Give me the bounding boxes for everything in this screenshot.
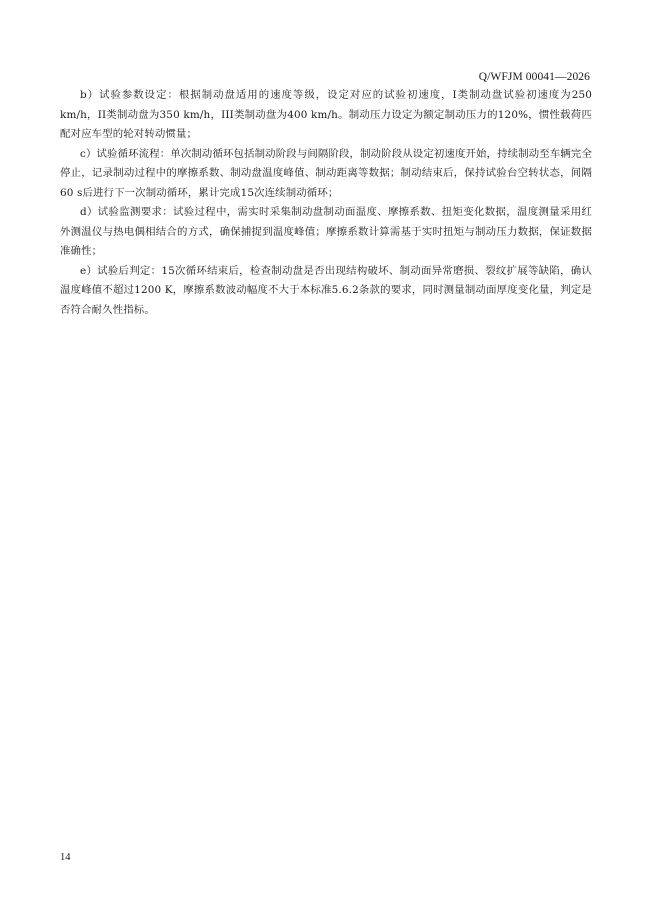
paragraph-d-monitoring: d）试验监测要求：试验过程中，需实时采集制动盘制动面温度、摩擦系数、扭矩变化数据，温度测量采用红外测温仪与热电偶相结合的方式，确保捕捉到温度峰值；摩擦系数计算需基于实时扭矩与制动压力数据，保证数据准确性； <box>60 206 592 257</box>
paragraph-c-test-cycle: c）试验循环流程：单次制动循环包括制动阶段与间隔阶段，制动阶段从设定初速度开始，持续制动至车辆完全停止，记录制动过程中的摩擦系数、制动盘温度峰值、制动距离等数据；制动结束后，保持试验台空转状态，间隔60 s后进行下一次制动循环，累计完成15次连续制动循环； <box>60 147 592 199</box>
document-code: Q/WFJM 00041—2026 <box>478 71 590 83</box>
document-body <box>60 86 592 320</box>
paragraph-b-test-parameters: b）试验参数设定：根据制动盘适用的速度等级，设定对应的试验初速度，I类制动盘试验初速度为250 km/h，II类制动盘为350 km/h，III类制动盘为400 km/h。制动压力设定为额定制动压力的120%，惯性载荷匹配对应车型的轮对转动惯量； <box>60 89 592 140</box>
page-number: 14 <box>60 852 71 863</box>
paragraph-e-post-test: e）试验后判定：15次循环结束后，检查制动盘是否出现结构破坏、制动面异常磨损、裂纹扩展等缺陷，确认温度峰值不超过1200 K，摩擦系数波动幅度不大于本标准5.6.2条款的要求，同时测量制动面厚度变化量，判定是否符合耐久性指标。 <box>60 264 592 316</box>
